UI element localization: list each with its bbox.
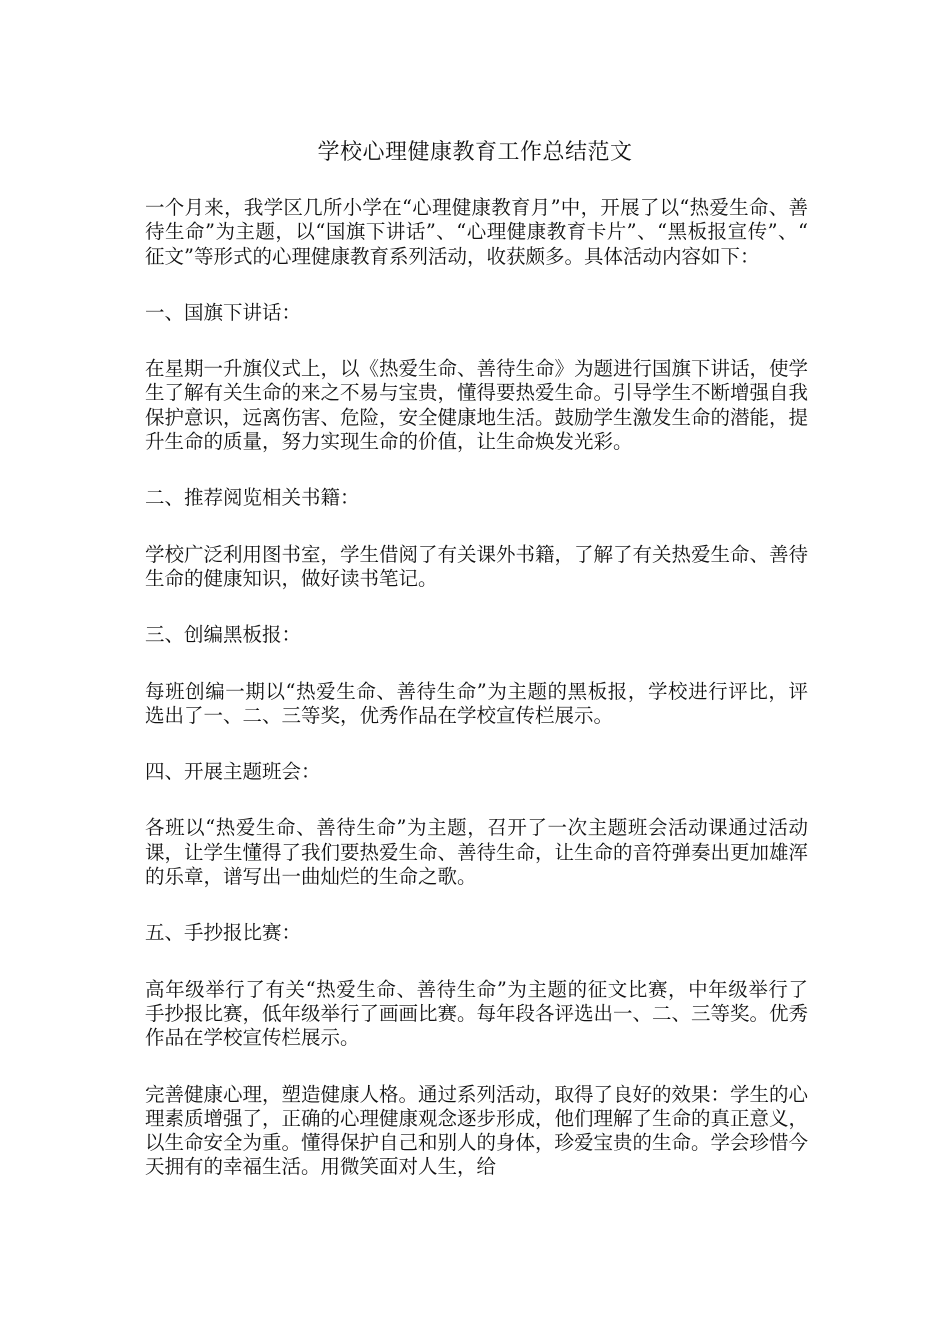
paragraph-conclusion: 完善健康心理，塑造健康人格。通过系列活动，取得了良好的效果：学生的心理素质增强了，正确的心理健康观念逐步形成，他们理解了生命的真正意义，以生命安全为重。懂得保护自己和别人的身体，珍爱宝贵的生命。学会珍惜今天拥有的幸福生活。用微笑面对人生，给 <box>145 1082 809 1179</box>
section-heading-blackboard: 三、创编黑板报： <box>145 623 302 647</box>
paragraph-blackboard: 每班创编一期以“热爱生命、善待生命”为主题的黑板报，学校进行评比，评选出了一、二、三等奖，优秀作品在学校宣传栏展示。 <box>145 679 808 727</box>
paragraph-reading: 学校广泛利用图书室，学生借阅了有关课外书籍，了解了有关热爱生命、善待生命的健康知识，做好读书笔记。 <box>145 542 809 590</box>
paragraph-intro: 一个月来，我学区几所小学在“心理健康教育月”中，开展了以“热爱生命、善待生命”为主题，以“国旗下讲话”、“心理健康教育卡片”、“黑板报宣传”、“征文”等形式的心理健康教育系列活动，收获颇多。具体活动内容如下： <box>145 196 808 268</box>
section-heading-flag-speech: 一、国旗下讲话： <box>145 300 302 324</box>
paragraph-flag-speech: 在星期一升旗仪式上，以《热爱生命、善待生命》为题进行国旗下讲话，使学生了解有关生命的来之不易与宝贵，懂得要热爱生命。引导学生不断增强自我保护意识，远离伤害、危险，安全健康地生活。鼓励学生激发生命的潜能，提升生命的质量，努力实现生命的价值，让生命焕发光彩。 <box>145 357 809 454</box>
page-title: 学校心理健康教育工作总结范文 <box>317 140 633 165</box>
paragraph-handwritten-paper: 高年级举行了有关“热爱生命、善待生命”为主题的征文比赛，中年级举行了手抄报比赛，低年级举行了画画比赛。每年段各评选出一、二、三等奖。优秀作品在学校宣传栏展示。 <box>145 977 809 1050</box>
section-heading-reading: 二、推荐阅览相关书籍： <box>145 486 360 510</box>
section-heading-class-meeting: 四、开展主题班会： <box>145 760 321 784</box>
document-body <box>145 196 808 1212</box>
paragraph-class-meeting: 各班以“热爱生命、善待生命”为主题，召开了一次主题班会活动课通过活动课，让学生懂得了我们要热爱生命、善待生命，让生命的音符弹奏出更加雄浑的乐章，谱写出一曲灿烂的生命之歌。 <box>145 816 809 889</box>
section-heading-handwritten-paper: 五、手抄报比赛： <box>145 921 302 945</box>
